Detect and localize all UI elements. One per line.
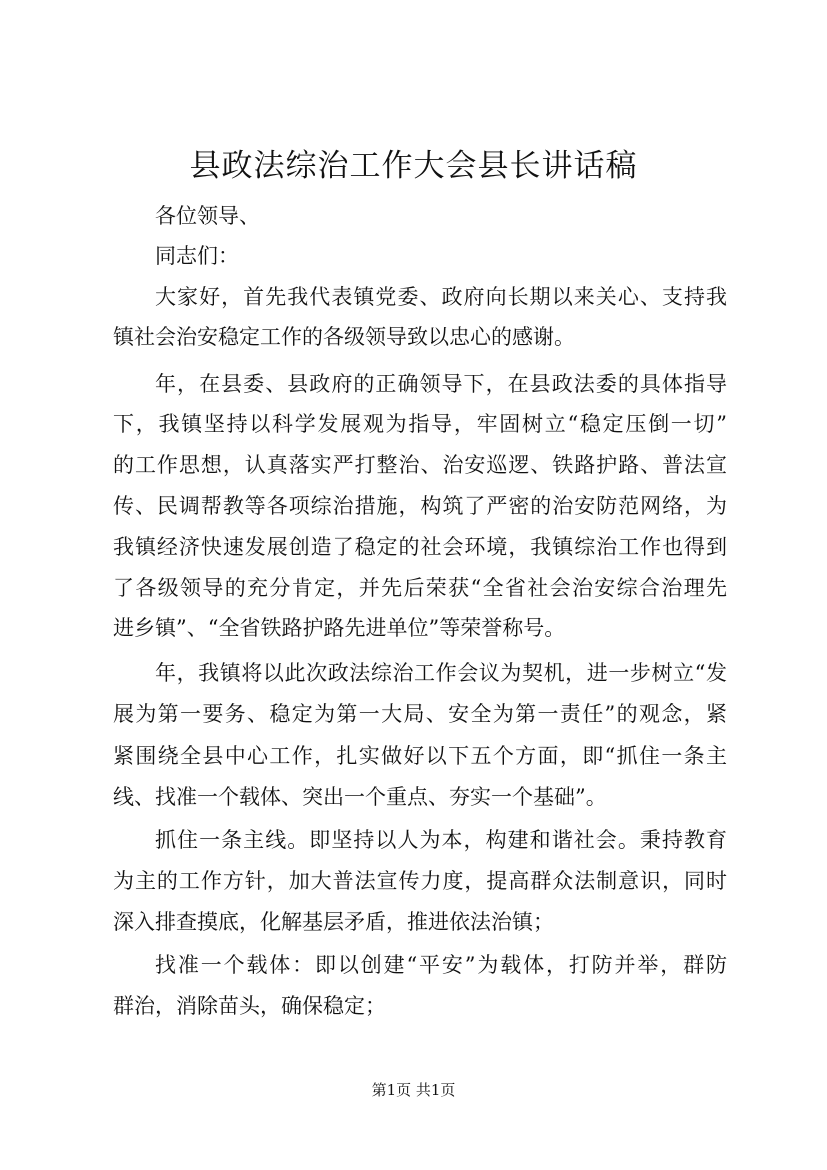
paragraph-line: 进乡镇”、“全省铁路护路先进单位”等荣誉称号。 bbox=[113, 616, 566, 640]
paragraph-line: 找准一个载体：即以创建“平安”为载体，打防并举，群防 bbox=[155, 953, 727, 977]
paragraph-line: 抓住一条主线。即坚持以人为本，构建和谐社会。秉持教育 bbox=[155, 828, 727, 852]
paragraph-line: 下，我镇坚持以科学发展观为指导，牢固树立“稳定压倒一切” bbox=[113, 412, 727, 436]
paragraph-line: 了各级领导的充分肯定，并先后荣获“全省社会治安综合治理先 bbox=[113, 576, 727, 600]
page-footer: 第1页 共1页 bbox=[371, 1081, 456, 1099]
paragraph-line: 的工作思想，认真落实严打整治、治安巡逻、铁路护路、普法宣 bbox=[113, 453, 727, 477]
paragraph-line: 年，我镇将以此次政法综治工作会议为契机，进一步树立“发 bbox=[155, 661, 727, 685]
salutation-line: 各位领导、 bbox=[155, 204, 260, 228]
paragraph-line: 深入排查摸底，化解基层矛盾，推进依法治镇； bbox=[113, 910, 554, 934]
salutation-line: 同志们： bbox=[155, 244, 239, 268]
paragraph-line: 年，在县委、县政府的正确领导下，在县政法委的具体指导 bbox=[155, 372, 727, 396]
paragraph-line: 镇社会治安稳定工作的各级领导致以忠心的感谢。 bbox=[113, 325, 575, 349]
paragraph-line: 紧围绕全县中心工作，扎实做好以下五个方面，即“抓住一条主 bbox=[113, 744, 727, 768]
paragraph-line: 群治，消除苗头，确保稳定； bbox=[113, 994, 386, 1018]
paragraph-line: 为主的工作方针，加大普法宣传力度，提高群众法制意识，同时 bbox=[113, 869, 727, 893]
paragraph-line: 展为第一要务、稳定为第一大局、安全为第一责任”的观念，紧 bbox=[113, 702, 727, 726]
document-title: 县政法综治工作大会县长讲话稿 bbox=[189, 148, 638, 184]
paragraph-line: 线、找准一个载体、突出一个重点、夯实一个基础”。 bbox=[113, 785, 607, 809]
paragraph-line: 大家好，首先我代表镇党委、政府向长期以来关心、支持我 bbox=[155, 285, 727, 309]
paragraph-line: 我镇经济快速发展创造了稳定的社会环境，我镇综治工作也得到 bbox=[113, 535, 727, 559]
paragraph-line: 传、民调帮教等各项综治措施，构筑了严密的治安防范网络，为 bbox=[113, 494, 727, 518]
